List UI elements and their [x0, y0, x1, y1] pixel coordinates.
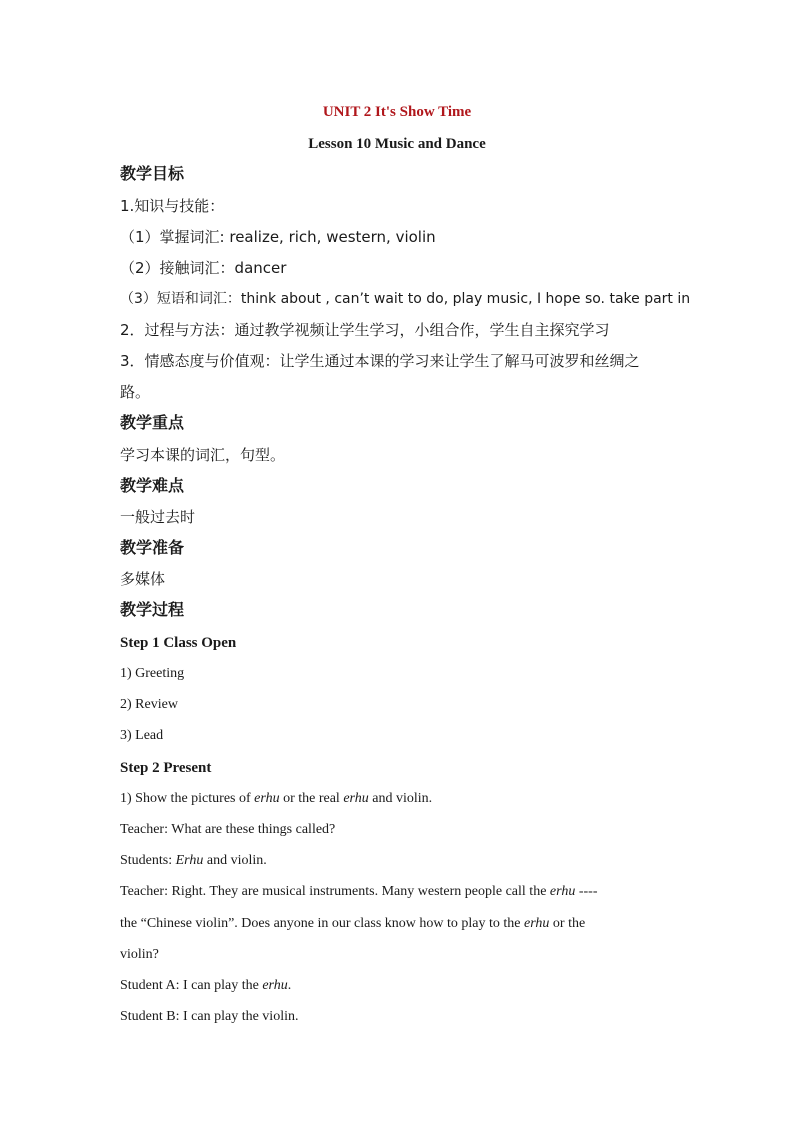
student-a-answer — [120, 976, 680, 996]
student-a-pre: Student A: I can play the — [120, 978, 263, 993]
document-title: UNIT 2 It's Show Time — [322, 104, 472, 120]
teacher-response-2-pre: the “Chinese violin”. Does anyone in our class know how to play to the — [120, 916, 524, 931]
objective-1: 1.知识与技能： — [120, 197, 225, 215]
erhu-term: erhu — [254, 791, 280, 806]
preparation-heading: 教学准备 — [120, 538, 185, 557]
teacher-response-line-1 — [120, 882, 680, 902]
erhu-term: erhu — [262, 978, 288, 993]
step-1-item-3: 3) Lead — [120, 728, 164, 743]
objective-1-sub-1: （1）掌握词汇: realize, rich, western, violin — [120, 228, 436, 246]
objective-1-sub-2: （2）接触词汇：dancer — [120, 259, 287, 277]
erhu-term: erhu — [549, 884, 576, 899]
teacher-response-1-post: ---- — [575, 884, 598, 899]
document-subtitle: Lesson 10 Music and Dance — [308, 136, 486, 152]
step-1-item-2: 2) Review — [120, 697, 178, 712]
step-2-item-1-pre: 1) Show the pictures of — [120, 791, 255, 806]
objective-3-line-2: 路。 — [120, 383, 151, 401]
erhu-term: erhu — [523, 916, 550, 931]
difficulties-text: 一般过去时 — [120, 508, 196, 526]
key-points-heading: 教学重点 — [120, 413, 185, 432]
student-a-post: . — [287, 978, 292, 993]
step-2-title: Step 2 Present — [120, 760, 212, 776]
objective-1-sub-3: （3）短语和词汇：think about , can’t wait to do, play music, I hope so. take part in — [120, 291, 691, 307]
students-answer — [120, 851, 680, 871]
step-2-item-1-mid: or the real — [279, 791, 344, 806]
difficulties-heading: 教学难点 — [120, 476, 185, 495]
objective-2: 2．过程与方法：通过教学视频让学生学习，小组合作，学生自主探究学习 — [120, 321, 610, 339]
step-1-title: Step 1 Class Open — [120, 635, 237, 651]
step-2-item-1 — [120, 789, 680, 809]
step-1-item-1: 1) Greeting — [120, 666, 185, 681]
students-answer-post: and violin. — [203, 853, 267, 868]
teacher-response-1-pre: Teacher: Right. They are musical instruments. Many western people call the — [120, 884, 550, 899]
teacher-question: Teacher: What are these things called? — [120, 822, 336, 837]
preparation-text: 多媒体 — [120, 570, 166, 588]
objective-3-line-1: 3．情感态度与价值观：让学生通过本课的学习来让学生了解马可波罗和丝绸之 — [120, 352, 640, 370]
erhu-term: Erhu — [175, 853, 204, 868]
key-points-text: 学习本课的词汇，句型。 — [120, 446, 286, 464]
objectives-heading: 教学目标 — [120, 164, 185, 183]
teacher-response-line-3: violin? — [120, 947, 159, 962]
step-2-item-1-post: and violin. — [368, 791, 433, 806]
teacher-response-line-2 — [120, 914, 680, 934]
students-label: Students: — [120, 853, 176, 868]
erhu-term: erhu — [343, 791, 369, 806]
process-heading: 教学过程 — [120, 600, 185, 619]
teacher-response-2-post: or the — [549, 916, 586, 931]
student-b-answer: Student B: I can play the violin. — [120, 1009, 299, 1024]
